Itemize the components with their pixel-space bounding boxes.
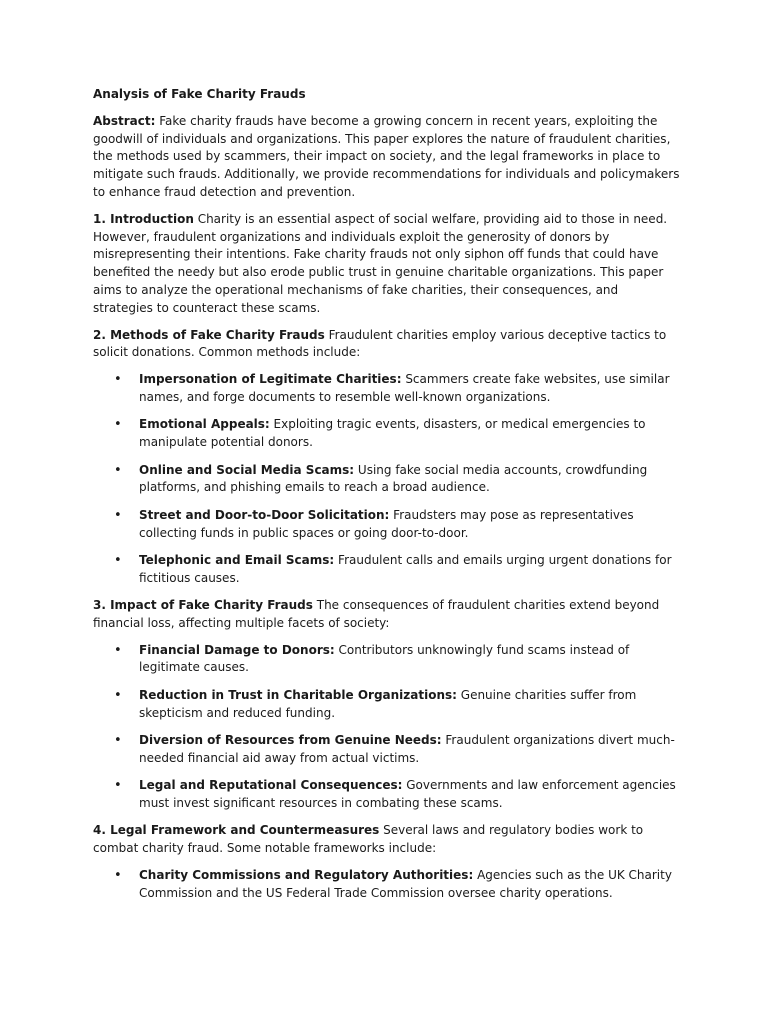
bullet-icon: • [114,552,122,568]
methods-list [93,371,681,587]
methods-text: Fraudulent charities employ various deceptive tactics to solicit donations. Common methods include: [93,327,667,360]
list-item-text: Fraudulent organizations divert much-needed financial aid away from actual victims. [139,733,675,765]
list-item-label: Online and Social Media Scams: [139,462,355,477]
impact-list [93,642,681,813]
introduction-paragraph [93,211,681,318]
list-item-text: Exploiting tragic events, disasters, or medical emergencies to manipulate potential donors. [139,417,646,450]
list-item [93,687,681,723]
list-item-label: Diversion of Resources from Genuine Needs: [139,733,442,748]
legal-list [93,867,681,903]
bullet-icon: • [114,733,122,749]
abstract-text: Fake charity frauds have become a growing concern in recent years, exploiting the goodwill of individuals and organizations. This paper explores the nature of fraudulent charities, the methods used by scammers, their impact on society, and the legal frameworks in place to mitigate such frauds. Additionally, we provide recommendations for individuals and policymakers to enhance fraud detection and prevention. [93,113,680,199]
list-item [93,462,681,498]
list-item [93,732,681,768]
list-item-text: Agencies such as the UK Charity Commission and the US Federal Trade Commission oversee charity operations. [139,868,672,900]
list-item [93,642,681,678]
legal-heading: 4. Legal Framework and Countermeasures [93,823,380,838]
introduction-heading: 1. Introduction [93,211,194,226]
methods-heading: 2. Methods of Fake Charity Frauds [93,327,325,342]
impact-text: The consequences of fraudulent charities extend beyond financial loss, affecting multiple facets of society: [93,598,660,630]
bullet-icon: • [114,642,122,658]
list-item-label: Emotional Appeals: [139,417,270,432]
abstract-label: Abstract: [93,113,156,128]
list-item-label: Impersonation of Legitimate Charities: [139,372,402,387]
list-item-text: Contributors unknowingly fund scams instead of legitimate causes. [139,642,630,675]
list-item [93,507,681,543]
bullet-icon: • [114,778,122,794]
list-item [93,371,681,407]
list-item-text: Fraudsters may pose as representatives collecting funds in public spaces or going door-to-door. [139,507,634,540]
list-item-text: Genuine charities suffer from skepticism and reduced funding. [139,687,637,720]
document-title-text: Analysis of Fake Charity Frauds [93,87,306,101]
document-page [93,86,681,912]
list-item [93,867,681,903]
list-item-label: Legal and Reputational Consequences: [139,778,403,793]
document-title [93,86,681,104]
list-item-text: Scammers create fake websites, use similar names, and forge documents to resemble well-known organizations. [139,372,670,404]
list-item-label: Street and Door-to-Door Solicitation: [139,507,390,522]
list-item [93,416,681,452]
abstract-paragraph [93,113,681,202]
bullet-icon: • [114,372,122,388]
list-item-label: Financial Damage to Donors: [139,642,335,657]
bullet-icon: • [114,507,122,523]
list-item [93,552,681,588]
list-item-label: Reduction in Trust in Charitable Organizations: [139,687,457,702]
bullet-icon: • [114,462,122,478]
impact-heading: 3. Impact of Fake Charity Frauds [93,598,313,613]
bullet-icon: • [114,687,122,703]
list-item-text: Governments and law enforcement agencies must invest significant resources in combating these scams. [139,778,676,811]
list-item-text: Fraudulent calls and emails urging urgent donations for fictitious causes. [139,552,672,585]
bullet-icon: • [114,417,122,433]
list-item [93,777,681,813]
list-item-label: Telephonic and Email Scams: [139,552,335,567]
legal-paragraph [93,822,681,858]
introduction-text: Charity is an essential aspect of social welfare, providing aid to those in need. However, fraudulent organizations and individuals exploit the generosity of donors by misrepresenting their intentions. Fake charity frauds not only siphon off funds that could have benefited the needy but also erode public trust in genuine charitable organizations. This paper aims to analyze the operational mechanisms of fake charities, their consequences, and strategies to counteract these scams. [93,211,668,315]
list-item-text: Using fake social media accounts, crowdfunding platforms, and phishing emails to reach a broad audience. [139,462,648,495]
impact-paragraph [93,597,681,633]
bullet-icon: • [114,868,122,884]
legal-text: Several laws and regulatory bodies work to combat charity fraud. Some notable frameworks include: [93,823,644,856]
methods-paragraph [93,327,681,363]
list-item-label: Charity Commissions and Regulatory Authorities: [139,868,474,883]
